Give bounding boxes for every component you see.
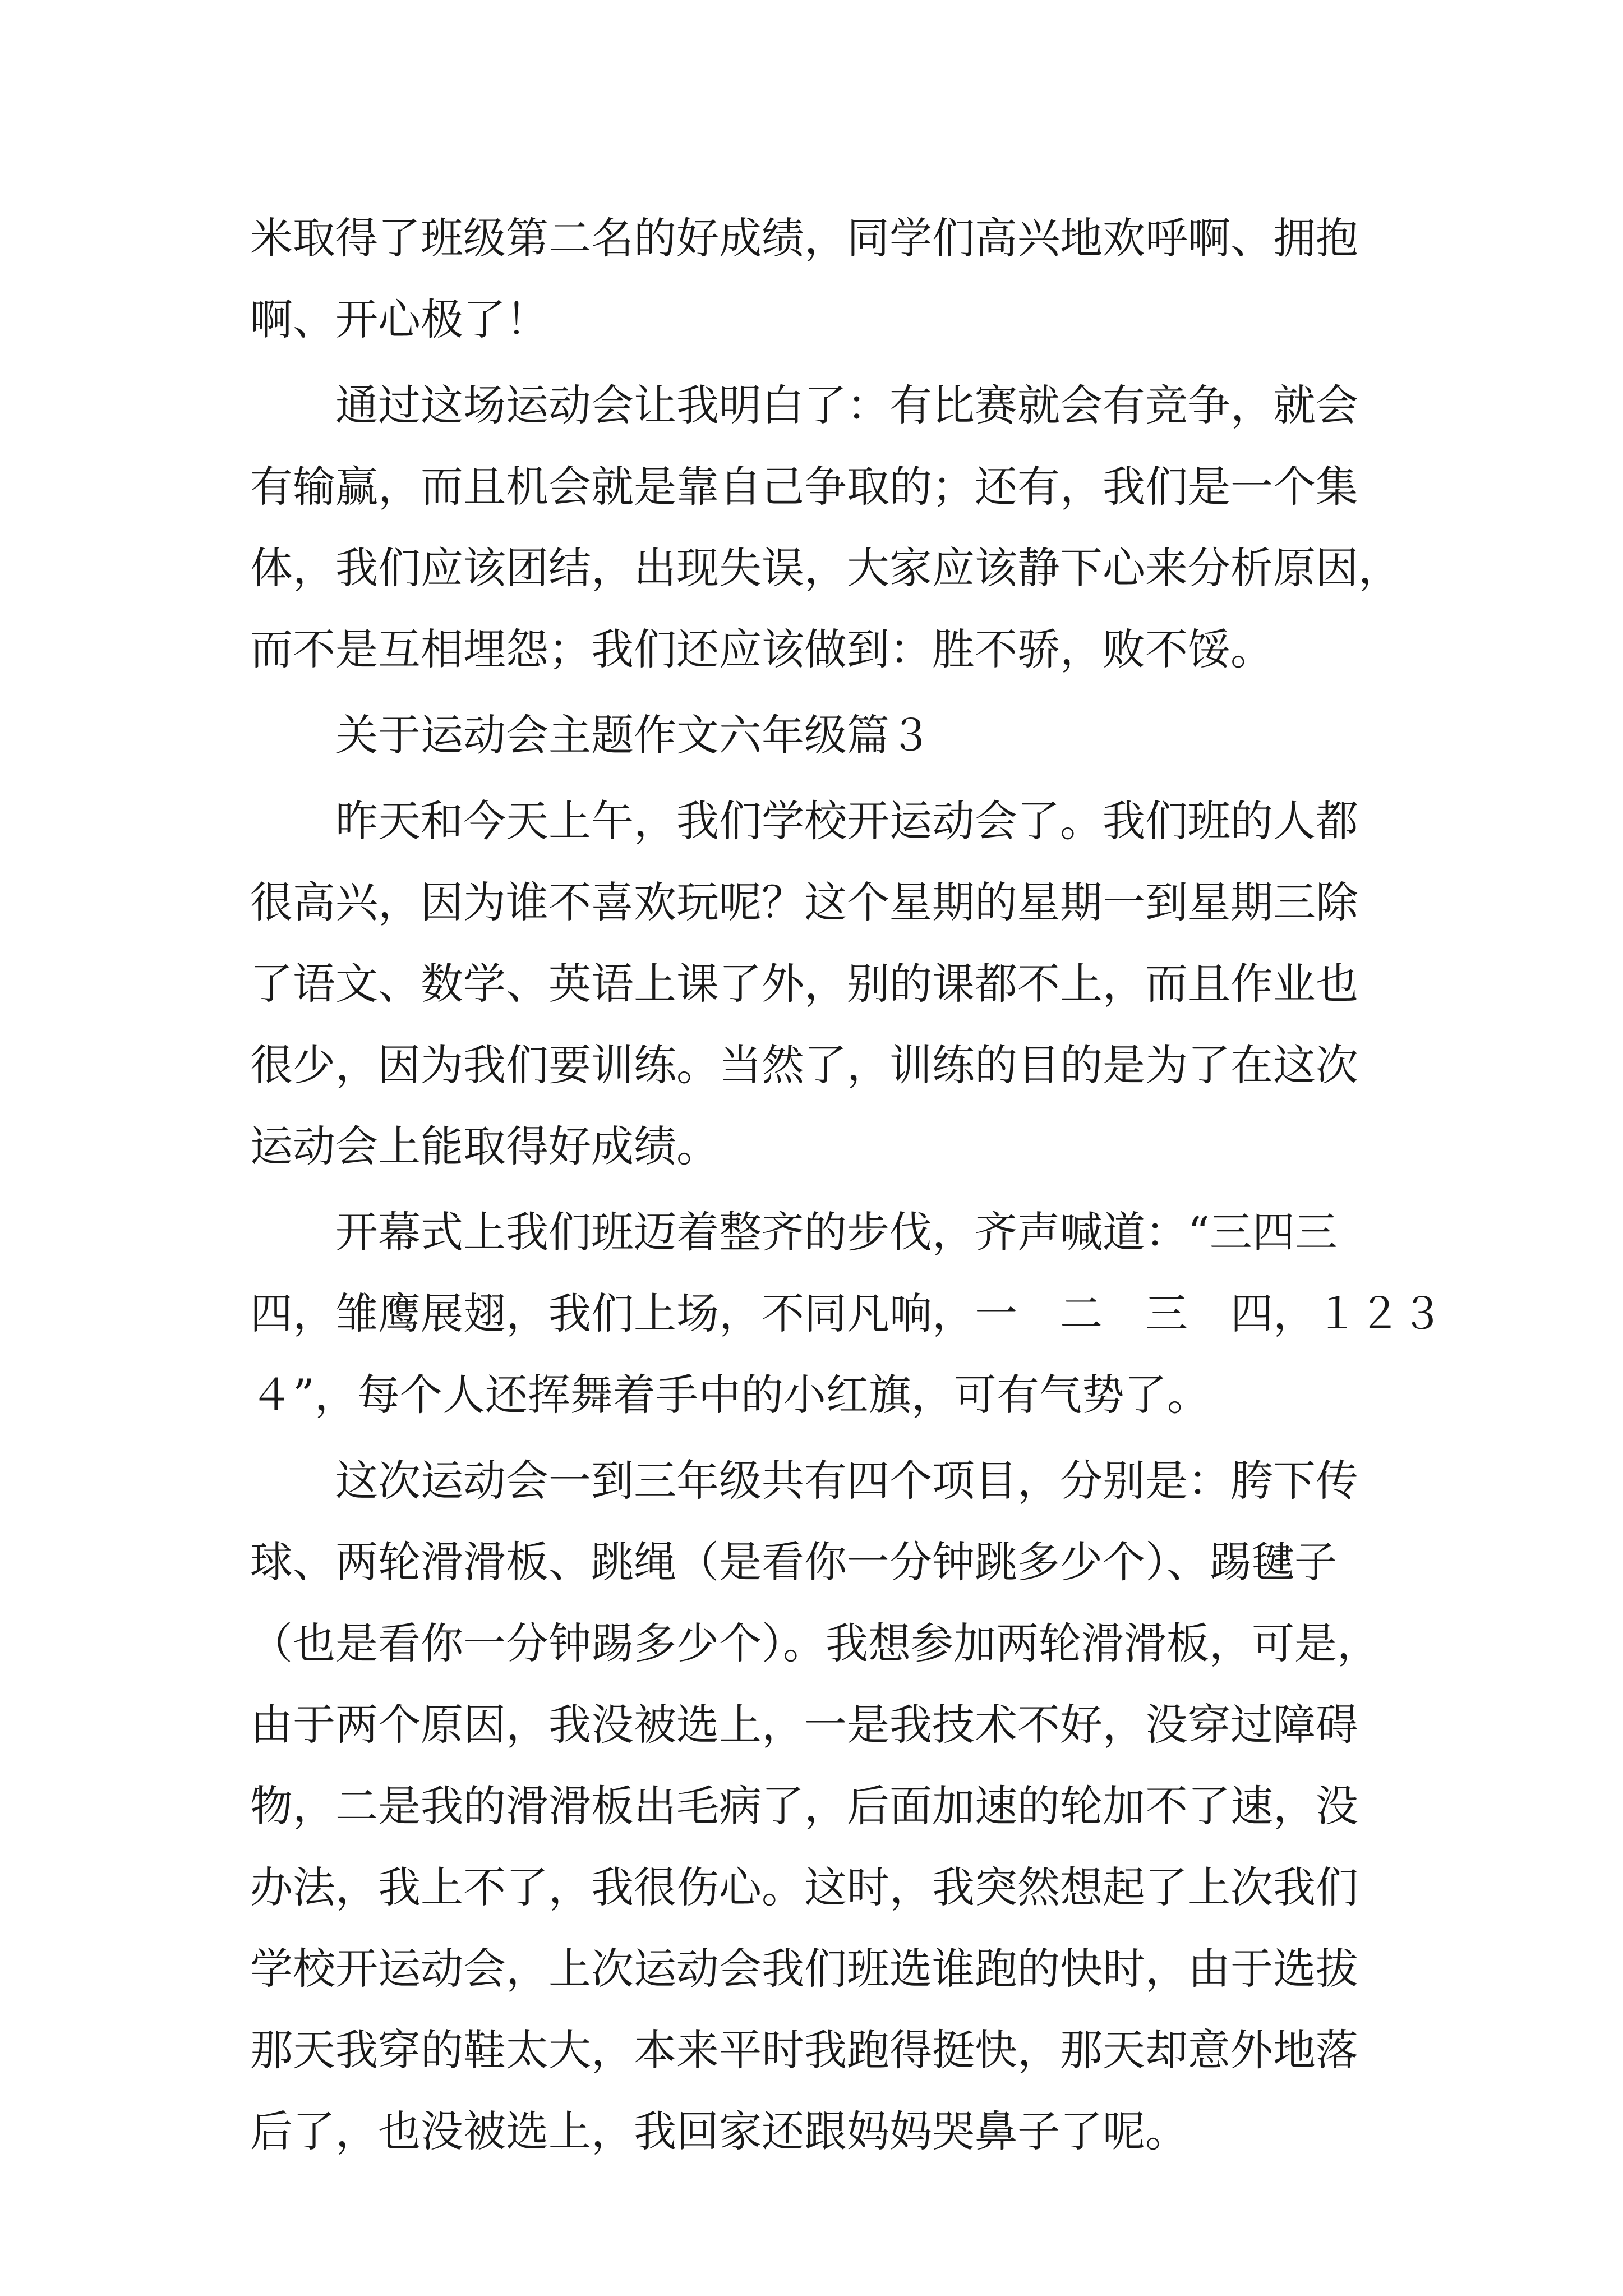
- text-line: 后了，也没被选上，我回家还跟妈妈哭鼻子了呢。: [250, 2106, 1188, 2156]
- text-line: 啊、开心极了！: [250, 295, 548, 344]
- paragraph: [250, 365, 1401, 690]
- text-line: 昨天和今天上午，我们学校开运动会了。我们班的人都: [250, 796, 1358, 846]
- text-line: 了语文、数学、英语上课了外，别的课都不上，而且作业也: [250, 959, 1358, 1009]
- section-heading: [250, 694, 1377, 776]
- text-line: 有输赢，而且机会就是靠自己争取的；还有，我们是一个集: [250, 462, 1358, 512]
- text-line: 球、两轮滑滑板、跳绳（是看你一分钟跳多少个）、踢毽子: [250, 1537, 1337, 1587]
- paragraph: [250, 780, 1377, 1187]
- text-line: 那天我穿的鞋太大，本来平时我跑得挺快，那天却意外地落: [250, 2025, 1358, 2075]
- text-line: 四，雏鹰展翅，我们上场，不同凡响，一 二 三 四，１２３: [250, 1289, 1444, 1338]
- text-line: 这次运动会一到三年级共有四个项目，分别是：胯下传: [250, 1456, 1358, 1506]
- text-line: 运动会上能取得好成绩。: [250, 1121, 719, 1171]
- text-line: 很高兴，因为谁不喜欢玩呢？这个星期的星期一到星期三除: [250, 877, 1358, 927]
- paragraph: [250, 197, 1377, 360]
- text-line: （也是看你一分钟踢多少个）。我想参加两轮滑滑板，可是，: [250, 1618, 1380, 1668]
- document-body: [250, 197, 1444, 2172]
- text-line: 通过这场运动会让我明白了：有比赛就会有竞争，就会: [250, 380, 1358, 430]
- text-line: 体，我们应该团结，出现失误，大家应该静下心来分析原因，: [250, 543, 1401, 593]
- text-line: ４”，每个人还挥舞着手中的小红旗，可有气势了。: [250, 1370, 1210, 1420]
- text-line: 由于两个原因，我没被选上，一是我技术不好，没穿过障碍: [250, 1700, 1358, 1750]
- heading-line: 关于运动会主题作文六年级篇３: [250, 710, 932, 760]
- text-line: 开幕式上我们班迈着整齐的步伐，齐声喊道：“三四三: [250, 1207, 1338, 1257]
- paragraph: [250, 1440, 1380, 2172]
- text-line: 而不是互相埋怨；我们还应该做到：胜不骄，败不馁。: [250, 624, 1273, 674]
- text-line: 学校开运动会，上次运动会我们班选谁跑的快时，由于选拔: [250, 1944, 1358, 1994]
- text-line: 很少，因为我们要训练。当然了，训练的目的是为了在这次: [250, 1040, 1358, 1090]
- text-line: 办法，我上不了，我很伤心。这时，我突然想起了上次我们: [250, 1862, 1358, 1912]
- text-line: 物，二是我的滑滑板出毛病了，后面加速的轮加不了速，没: [250, 1781, 1358, 1831]
- paragraph: [250, 1191, 1444, 1435]
- text-line: 米取得了班级第二名的好成绩，同学们高兴地欢呼啊、拥抱: [250, 213, 1358, 263]
